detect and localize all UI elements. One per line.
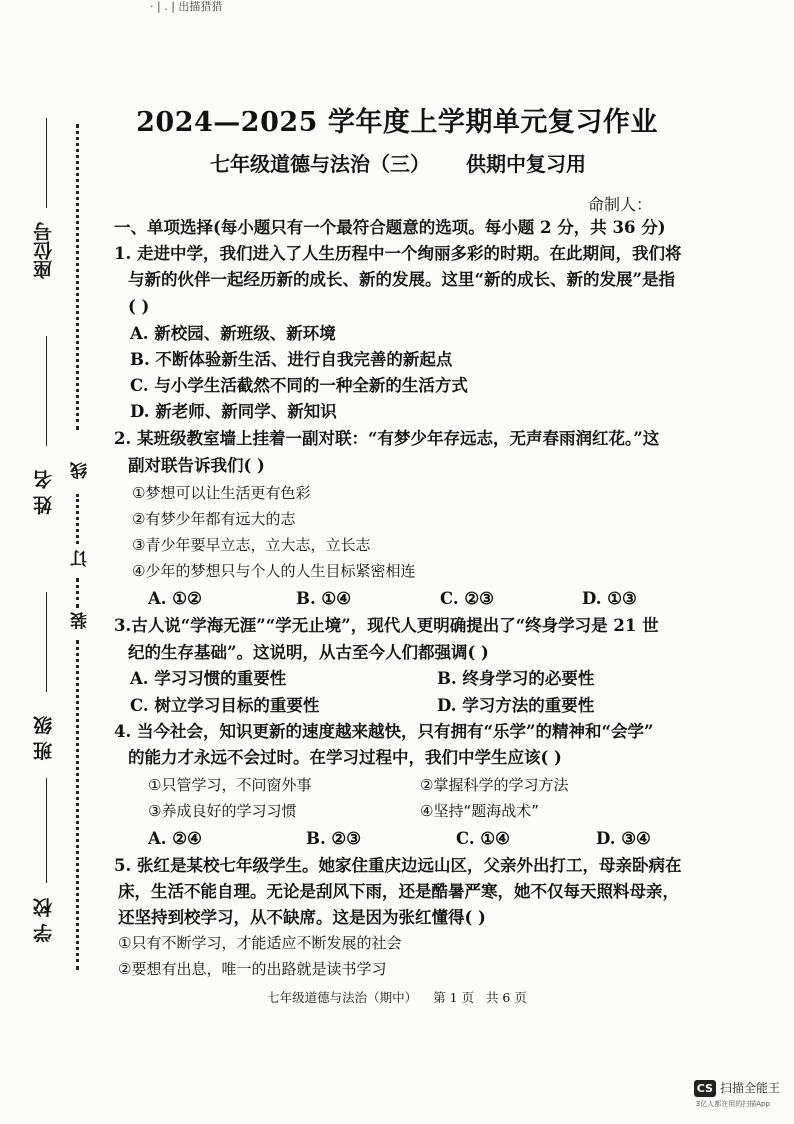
q3-option-a: A. 学习习惯的重要性	[130, 669, 287, 688]
footer-page: 第 1 页	[433, 990, 474, 1005]
q3-option-c: C. 树立学习目标的重要性	[130, 696, 320, 715]
q2-option-b: B. ①④	[296, 589, 352, 608]
school-label: 学 校	[33, 898, 55, 943]
q1-line2: 与新的伙伴一起经历新的成长、新的发展。这里“新的成长、新的发展”是指	[128, 270, 675, 289]
q2-statement-2: ②有梦少年都有远大的志	[132, 510, 296, 528]
maker-label: 命制人：	[588, 195, 653, 214]
name-underline	[46, 336, 47, 446]
watermark-tagline: 3亿人都在用的扫描App	[695, 1100, 770, 1108]
q1-option-c: C. 与小学生活截然不同的一种全新的生活方式	[130, 376, 468, 395]
q4-statement-4: ④坚持“题海战术”	[420, 802, 539, 820]
q2-option-a: A. ①②	[148, 589, 202, 608]
seat-label: 座位号	[33, 222, 55, 279]
binding-line-char: 线	[71, 462, 91, 479]
q2-statement-1: ①梦想可以让生活更有色彩	[132, 484, 311, 502]
subtitle-right: 供期中复习用	[466, 152, 586, 176]
q2-option-d: D. ①③	[582, 589, 637, 608]
camscanner-logo-icon: CS	[694, 1080, 716, 1097]
binding-dotted-line-bottom	[76, 640, 79, 970]
q2-statement-3: ③青少年要早立志，立大志，立长志	[132, 536, 371, 554]
name-label: 姓 名	[33, 470, 55, 515]
footer-subject: 七年级道德与法治（期中）	[267, 990, 418, 1005]
q4-option-c: C. ①④	[456, 829, 510, 848]
page-footer	[0, 988, 794, 1006]
school-underline	[46, 778, 47, 883]
q3-line1: 3.古人说“学海无涯”“学无止境”，现代人更明确提出了“终身学习是 21 世	[114, 616, 659, 635]
page-subtitle	[210, 148, 586, 177]
binding-dotted-line-mid1	[76, 494, 79, 544]
q4-line1: 4. 当今社会，知识更新的速度越来越快，只有拥有“乐学”的精神和“会学”	[114, 722, 654, 741]
q4-option-b: B. ②③	[306, 829, 362, 848]
q4-statement-3: ③养成良好的学习习惯	[148, 802, 297, 820]
q2-line2: 副对联告诉我们( )	[128, 456, 265, 475]
top-scan-mark: · | . | 出描猎猎	[150, 0, 223, 13]
scanner-watermark	[694, 1079, 780, 1109]
q5-statement-2: ②要想有出息，唯一的出路就是读书学习	[118, 960, 387, 978]
q2-option-c: C. ②③	[440, 589, 494, 608]
binding-dotted-line-mid2	[76, 578, 79, 608]
binding-dotted-line-top	[76, 124, 79, 430]
watermark-name: 扫描全能王	[719, 1081, 780, 1095]
class-label: 班 级	[33, 716, 55, 761]
q1-option-b: B. 不断体验新生活、进行自我完善的新起点	[130, 350, 453, 369]
q5-line3: 还坚持到校学习，从不缺席。这是因为张红懂得( )	[118, 908, 486, 927]
footer-total: 共 6 页	[485, 990, 527, 1005]
q1-line1: 1. 走进中学，我们进入了人生历程中一个绚丽多彩的时期。在此期间，我们将	[114, 244, 682, 263]
q3-line2: 纪的生存基础”。这说明，从古至今人们都强调( )	[128, 643, 489, 662]
subtitle-left: 七年级道德与法治（三）	[210, 152, 430, 176]
q4-option-d: D. ③④	[596, 829, 651, 848]
page-title: 2024—2025 学年度上学期单元复习作业	[136, 107, 658, 138]
q4-statement-2: ②掌握科学的学习方法	[420, 776, 569, 794]
q5-line1: 5. 张红是某校七年级学生。她家住重庆边远山区，父亲外出打工，母亲卧病在	[114, 856, 682, 875]
q3-option-b: B. 终身学习的必要性	[437, 669, 595, 688]
q2-line1: 2. 某班级教室墙上挂着一副对联：“有梦少年存远志，无声春雨润红花。”这	[114, 429, 660, 448]
binding-ding-char: 订	[71, 550, 91, 567]
binding-zhuang-char: 装	[71, 612, 91, 629]
q1-option-d: D. 新老师、新同学、新知识	[130, 402, 337, 421]
q4-line2: 的能力才永远不会过时。在学习过程中，我们中学生应该( )	[128, 748, 562, 767]
q2-statement-4: ④少年的梦想只与个人的人生目标紧密相连	[132, 562, 416, 580]
section-heading: 一、单项选择(每小题只有一个最符合题意的选项。每小题 2 分，共 36 分)	[114, 218, 666, 237]
q1-line3: ( )	[128, 297, 150, 316]
q3-option-d: D. 学习方法的重要性	[437, 696, 595, 715]
q4-statement-1: ①只管学习，不问窗外事	[148, 776, 312, 794]
q4-option-a: A. ②④	[148, 829, 202, 848]
class-underline	[46, 592, 47, 692]
q1-option-a: A. 新校园、新班级、新环境	[130, 324, 336, 343]
q5-line2: 床，生活不能自理。无论是刮风下雨，还是酷暑严寒，她不仅每天照料母亲，	[118, 882, 679, 901]
q5-statement-1: ①只有不断学习，才能适应不断发展的社会	[118, 934, 402, 952]
